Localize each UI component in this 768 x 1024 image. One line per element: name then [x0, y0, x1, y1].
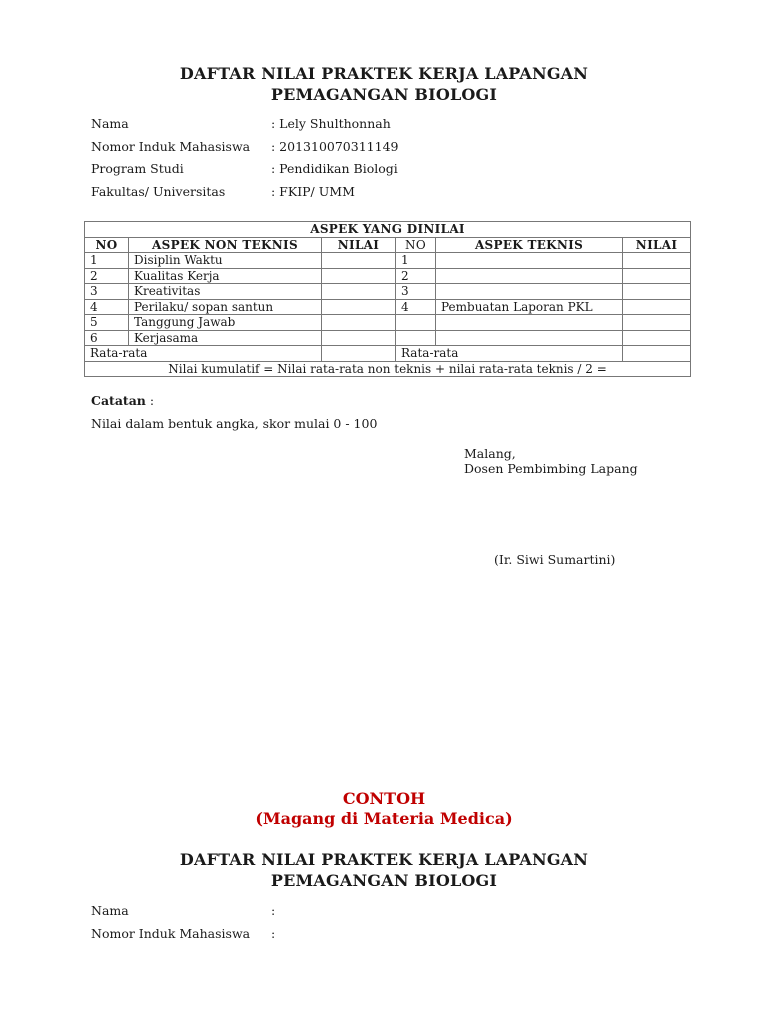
column-header-no: NO: [396, 237, 436, 253]
table-row: [85, 315, 691, 331]
cell-score[interactable]: [623, 299, 691, 315]
info-label: Nama: [91, 903, 129, 918]
cell-aspect: [436, 330, 623, 346]
cell-score[interactable]: [322, 330, 396, 346]
note-text: Nilai dalam bentuk angka, skor mulai 0 - 100: [91, 416, 378, 431]
cell-score[interactable]: [322, 284, 396, 300]
table-header-main-row: [85, 222, 691, 238]
table-row: [85, 330, 691, 346]
document-title-line1: DAFTAR NILAI PRAKTEK KERJA LAPANGAN: [179, 850, 589, 869]
info-label: Nomor Induk Mahasiswa: [91, 138, 251, 154]
cell-aspect: [436, 253, 623, 269]
cell-score[interactable]: [322, 253, 396, 269]
info-label: Fakultas/ Universitas: [91, 183, 226, 199]
signature-place: Malang,: [464, 446, 516, 461]
cell-score[interactable]: [623, 268, 691, 284]
average-label-technical: Rata-rata: [396, 346, 623, 362]
column-header-technical: ASPEK TEKNIS: [436, 237, 623, 253]
signature-role: Dosen Pembimbing Lapang: [464, 461, 638, 476]
cell-aspect: Pembuatan Laporan PKL: [436, 299, 623, 315]
cell-no: 5: [85, 315, 129, 331]
info-value[interactable]: :: [271, 925, 276, 941]
cell-aspect: Kualitas Kerja: [129, 268, 322, 284]
cell-no: 4: [85, 299, 129, 315]
cell-aspect: Kerjasama: [129, 330, 322, 346]
cumulative-row: [85, 361, 691, 377]
example-subtitle: (Magang di Materia Medica): [255, 809, 513, 828]
grading-table: [84, 221, 691, 377]
document-title-line1: DAFTAR NILAI PRAKTEK KERJA LAPANGAN: [179, 64, 589, 83]
note-heading: [91, 393, 154, 408]
cell-score[interactable]: [322, 315, 396, 331]
cell-no: 1: [396, 253, 436, 269]
cell-aspect: [436, 284, 623, 300]
note-label: Catatan: [91, 393, 146, 408]
column-header-non-technical: ASPEK NON TEKNIS: [129, 237, 322, 253]
cell-no: 3: [396, 284, 436, 300]
cell-score[interactable]: [623, 330, 691, 346]
document-title-line2: PEMAGANGAN BIOLOGI: [270, 871, 498, 890]
cell-no: 4: [396, 299, 436, 315]
average-label-non-technical: Rata-rata: [85, 346, 322, 362]
info-value: : Lely Shulthonnah: [271, 116, 391, 131]
document-title-line2: PEMAGANGAN BIOLOGI: [270, 85, 498, 104]
info-value: : 201310070311149: [271, 138, 399, 154]
cell-no: 2: [85, 268, 129, 284]
cell-score[interactable]: [623, 315, 691, 331]
average-row: [85, 346, 691, 362]
cell-no: 2: [396, 268, 436, 284]
cell-no: [396, 330, 436, 346]
cell-aspect: Kreativitas: [129, 284, 322, 300]
column-header-no: NO: [85, 237, 129, 253]
table-row: [85, 253, 691, 269]
table-header-row: [85, 237, 691, 253]
cell-no: [396, 315, 436, 331]
example-label: CONTOH: [342, 789, 426, 808]
column-header-score: NILAI: [322, 237, 396, 253]
signature-name: (Ir. Siwi Sumartini): [494, 552, 616, 567]
info-label: Program Studi: [91, 161, 184, 176]
table-row: [85, 268, 691, 284]
cell-no: 6: [85, 330, 129, 346]
cell-aspect: [436, 268, 623, 284]
cell-aspect: Perilaku/ sopan santun: [129, 299, 322, 315]
info-label: Nomor Induk Mahasiswa: [91, 925, 251, 941]
info-label: Nama: [91, 116, 129, 131]
average-score-technical[interactable]: [623, 346, 691, 362]
table-row: [85, 284, 691, 300]
cell-aspect: Tanggung Jawab: [129, 315, 322, 331]
cell-aspect: Disiplin Waktu: [129, 253, 322, 269]
cell-score[interactable]: [623, 253, 691, 269]
cell-score[interactable]: [623, 284, 691, 300]
table-row: [85, 299, 691, 315]
cell-no: 1: [85, 253, 129, 269]
cell-score[interactable]: [322, 268, 396, 284]
note-colon: :: [145, 393, 155, 408]
cell-aspect: [436, 315, 623, 331]
cumulative-formula: Nilai kumulatif = Nilai rata-rata non teknis + nilai rata-rata teknis / 2 =: [85, 361, 691, 377]
info-value[interactable]: :: [271, 903, 276, 918]
info-value: : FKIP/ UMM: [271, 183, 355, 199]
info-value: : Pendidikan Biologi: [271, 161, 398, 176]
cell-no: 3: [85, 284, 129, 300]
average-score-non-technical[interactable]: [322, 346, 396, 362]
cell-score[interactable]: [322, 299, 396, 315]
column-header-score: NILAI: [623, 237, 691, 253]
table-header-main: ASPEK YANG DINILAI: [85, 222, 691, 238]
